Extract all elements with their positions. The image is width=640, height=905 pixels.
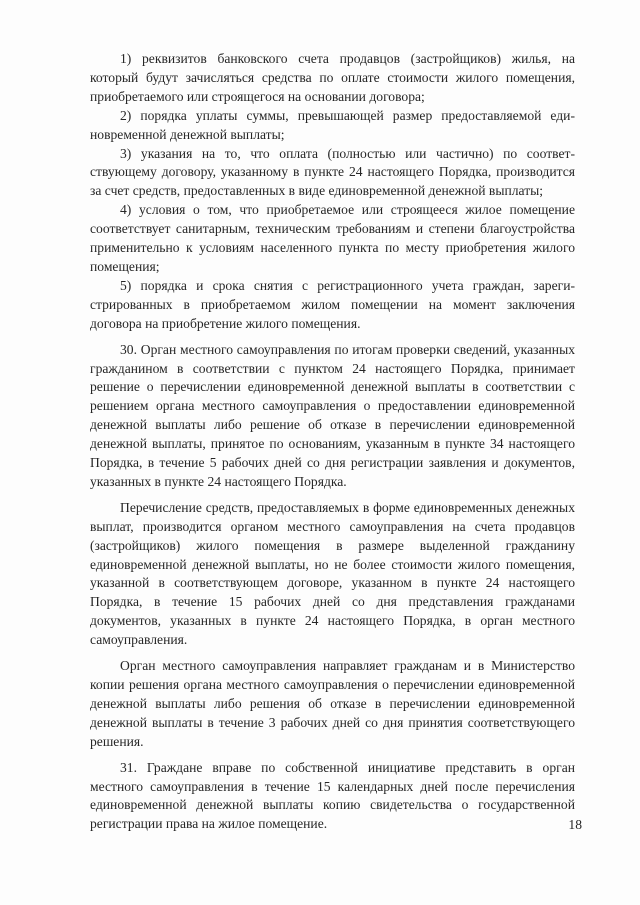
paragraph-transfer-funds: Перечисление средств, предоставляемых в форме единовременных денежных выплат, производится органом местного самоуправления на счета продавцов (застройщиков) жилого помещения в размере выделенной гражданину единовременной денежной выплаты, но не более стоимости жилого помещения, указанной в соответствующем договоре, указанном в пункте 24 настоящего Порядка, в течение 15 рабочих дней со дня представления гражданами документов, указанных в пункте 24 настоящего Порядка, в орган местного самоуправления. (90, 499, 575, 648)
paragraph-item-1: 1) реквизитов банковского счета продавцов (застройщиков) жилья, на который будут зачисляться средства по оплате стоимости жилого помещения, приобретаемого или строящегося на основании договора; (90, 51, 575, 104)
document-body (90, 50, 575, 834)
paragraph-decision-copies: Орган местного самоуправления направляет гражданам и в Министерство копии решения органа местного самоуправления о перечислении единовременной денежной выплаты либо решения об отказе в перечислении единовременной денежной выплаты в течение 3 рабочих дней со дня принятия соответствующего решения. (90, 658, 575, 749)
paragraph-item-3: 3) указания на то, что оплата (полностью или частично) по соответствующему договору, указанному в пункте 24 настоящего Порядка, производится за счет средств, предоставленных в виде единовременной денежной выплаты; (90, 145, 575, 199)
page-number: 18 (568, 817, 582, 832)
paragraph-item-4: 4) условия о том, что приобретаемое или строящееся жилое помещение соответствует санитарным, техническим требованиям и степени благоустройства применительно к условиям населенного пункта по месту приобретения жилого помещения; (90, 202, 575, 274)
paragraph-clause-30: 30. Орган местного самоуправления по итогам проверки сведений, указанных гражданином в соответствии с пунктом 24 настоящего Порядка, принимает решение о перечислении единовременной денежной выплаты в соответствии с решением органа местного самоуправления о предоставлении единовременной денежной выплаты либо решение об отказе в перечислении единовременной денежной выплаты, принятое по основаниям, указанным в пункте 34 настоящего Порядка, в течение 5 рабочих дней со дня регистрации заявления и документов, указанных в пункте 24 настоящего Порядка. (90, 341, 575, 489)
paragraph-item-2: 2) порядка уплаты суммы, превышающей размер предоставляемой единовременной денежной выплаты; (90, 107, 575, 142)
paragraph-clause-31: 31. Граждане вправе по собственной инициативе представить в орган местного самоуправления в течение 15 календарных дней после перечисления единовременной денежной выплаты копию свидетельства о государственной регистрации права на жилое помещение. (90, 759, 575, 832)
paragraph-item-5: 5) порядка и срока снятия с регистрационного учета граждан, зарегистрированных в приобретаемом жилом помещении на момент заключения договора на приобретение жилого помещения. (90, 277, 575, 331)
